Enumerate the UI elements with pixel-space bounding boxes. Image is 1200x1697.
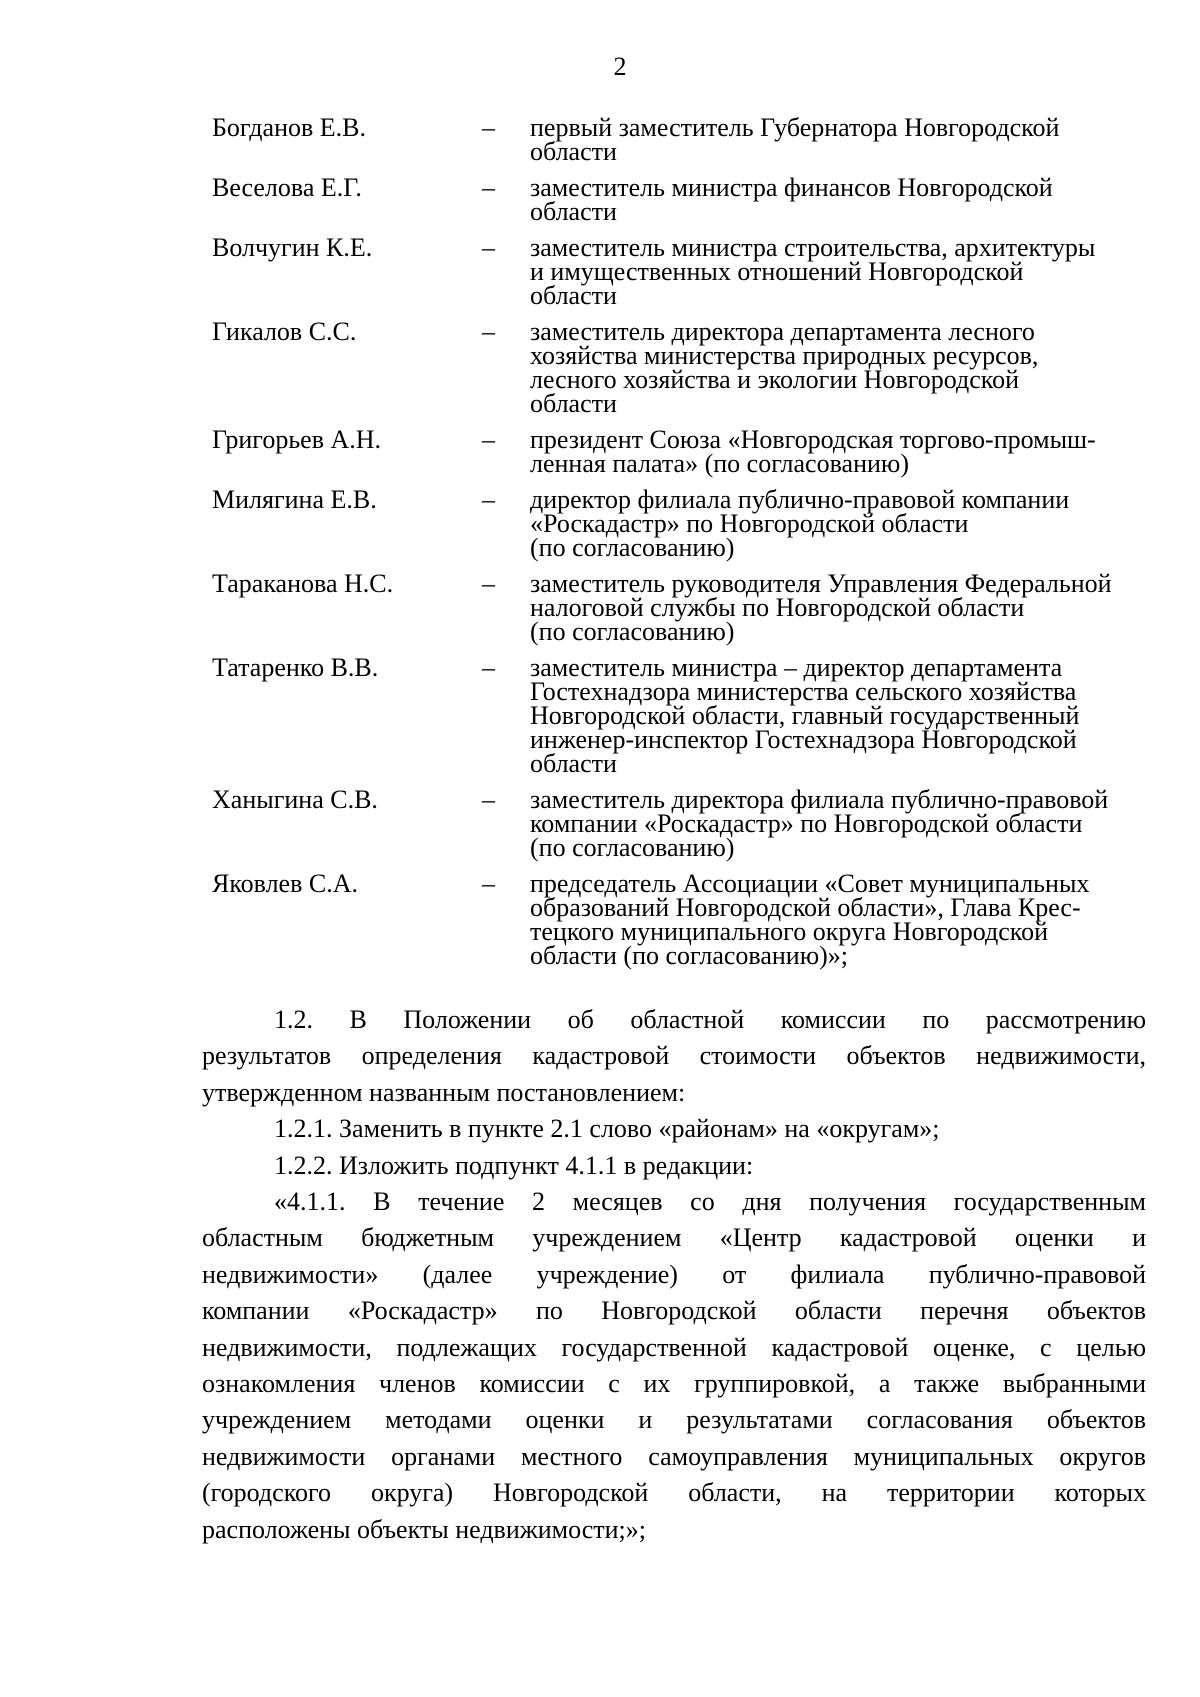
- paragraph-line: расположены объекты недвижимости;»;: [202, 1514, 646, 1544]
- member-position-line: «Роскадастр» по Новгородской области: [530, 509, 969, 538]
- member-name: Богданов Е.В.: [212, 113, 366, 142]
- paragraph-line: утвержденном названным постановлением:: [202, 1077, 686, 1107]
- member-name: Гикалов С.С.: [212, 317, 357, 346]
- member-position-line: лесного хозяйства и экологии Новгородской: [530, 365, 1019, 394]
- paragraph-line: результатов определения кадастровой стоимости объектов недвижимости,: [202, 1041, 1146, 1071]
- paragraph-line: 1.2. В Положении об областной комиссии по рассмотрению: [274, 1005, 1146, 1034]
- member-dash: –: [482, 485, 495, 514]
- member-position-line: Гостехнадзора министерства сельского хозяйства: [530, 677, 1077, 706]
- member-name: Тараканова Н.С.: [212, 569, 394, 598]
- paragraph-line: областным бюджетным учреждением «Центр кадастровой оценки и: [202, 1223, 1146, 1253]
- member-position-line: области: [530, 749, 617, 778]
- member-dash: –: [482, 173, 495, 202]
- member-dash: –: [482, 653, 495, 682]
- member-position-line: тецкого муниципального округа Новгородской: [530, 917, 1049, 946]
- member-row: [212, 569, 1146, 646]
- paragraph-line: недвижимости органами местного самоуправления муниципальных округов: [202, 1441, 1146, 1471]
- paragraph-line: 1.2.2. Изложить подпункт 4.1.1 в редакции:: [274, 1150, 754, 1180]
- member-position: [530, 653, 1146, 778]
- member-row: [212, 173, 1146, 226]
- member-position: [530, 425, 1146, 478]
- member-row: [212, 425, 1146, 478]
- member-name: Волчугин К.Е.: [212, 233, 373, 262]
- member-row: [212, 653, 1146, 778]
- member-position-line: заместитель министра – директор департамента: [530, 653, 1063, 682]
- member-name: Милягина Е.В.: [212, 485, 377, 514]
- member-position-line: ленная палата» (по согласованию): [530, 449, 909, 478]
- member-position: [530, 869, 1146, 970]
- member-position-line: заместитель министра финансов Новгородской: [530, 173, 1053, 202]
- paragraph-line: (городского округа) Новгородской области, на территории которых: [202, 1478, 1146, 1508]
- member-position-line: и имущественных отношений Новгородской: [530, 257, 1024, 286]
- member-dash: –: [482, 233, 495, 262]
- member-row: [212, 233, 1146, 310]
- member-position-line: области (по согласованию)»;: [530, 941, 849, 970]
- member-position-line: области: [530, 197, 617, 226]
- member-name: Григорьев А.Н.: [212, 425, 382, 454]
- paragraph-line: ознакомления членов комиссии с их группировкой, а также выбранными: [202, 1369, 1146, 1399]
- member-position-line: компании «Роскадастр» по Новгородской области: [530, 809, 1083, 838]
- paragraph-line: учреждением методами оценки и результатами согласования объектов: [202, 1405, 1146, 1435]
- member-row: [212, 317, 1146, 418]
- member-name: Яковлев С.А.: [212, 869, 358, 898]
- member-name: Ханыгина С.В.: [212, 785, 378, 814]
- member-position-line: (по согласованию): [530, 833, 735, 862]
- member-position-line: заместитель министра строительства, архитектуры: [530, 233, 1096, 262]
- member-position: [530, 785, 1146, 862]
- member-position-line: образований Новгородской области», Глава Крес-: [530, 893, 1081, 922]
- member-position: [530, 233, 1146, 310]
- member-position-line: области: [530, 137, 617, 166]
- paragraph-line: недвижимости, подлежащих государственной кадастровой оценке, с целью: [202, 1332, 1146, 1362]
- member-dash: –: [482, 317, 495, 346]
- member-dash: –: [482, 113, 495, 142]
- paragraph-1-2: [202, 1002, 1146, 1111]
- member-row: [212, 869, 1146, 970]
- member-position-line: заместитель директора департамента лесного: [530, 317, 1035, 346]
- page-number: 2: [613, 52, 627, 81]
- member-position-line: (по согласованию): [530, 533, 735, 562]
- member-position: [530, 485, 1146, 562]
- member-position-line: первый заместитель Губернатора Новгородской: [530, 113, 1060, 142]
- member-position: [530, 317, 1146, 418]
- member-dash: –: [482, 869, 495, 898]
- member-position-line: директор филиала публично-правовой компании: [530, 485, 1070, 514]
- member-row: [212, 485, 1146, 562]
- member-position-line: (по согласованию): [530, 617, 735, 646]
- member-position-line: заместитель директора филиала публично-правовой: [530, 785, 1109, 814]
- paragraph-line: компании «Роскадастр» по Новгородской области перечня объектов: [202, 1296, 1146, 1326]
- paragraph-4-1-1: [202, 1184, 1146, 1548]
- member-position-line: хозяйства министерства природных ресурсов,: [530, 341, 1039, 370]
- member-position-line: заместитель руководителя Управления Федеральной: [530, 569, 1112, 598]
- member-row: [212, 113, 1146, 166]
- member-name: Веселова Е.Г.: [212, 173, 362, 202]
- paragraph-line: 1.2.1. Заменить в пункте 2.1 слово «районам» на «округам»;: [274, 1114, 940, 1144]
- member-dash: –: [482, 785, 495, 814]
- member-name: Татаренко В.В.: [212, 653, 379, 682]
- paragraph-line: «4.1.1. В течение 2 месяцев со дня получения государственным: [274, 1187, 1146, 1217]
- paragraph-line: недвижимости» (далее учреждение) от филиала публично-правовой: [202, 1259, 1146, 1289]
- member-position-line: председатель Ассоциации «Совет муниципальных: [530, 869, 1090, 898]
- member-position-line: области: [530, 389, 617, 418]
- paragraph-1-2-2: [202, 1148, 1146, 1184]
- member-position-line: президент Союза «Новгородская торгово-промыш-: [530, 425, 1096, 454]
- member-position-line: Новгородской области, главный государственный: [530, 701, 1080, 730]
- commission-members-list: [212, 113, 1146, 980]
- document-body: [202, 1002, 1146, 1548]
- member-position-line: налоговой службы по Новгородской области: [530, 593, 1025, 622]
- member-position-line: области: [530, 281, 617, 310]
- member-row: [212, 785, 1146, 862]
- member-position: [530, 569, 1146, 646]
- member-dash: –: [482, 425, 495, 454]
- member-dash: –: [482, 569, 495, 598]
- member-position: [530, 113, 1146, 166]
- paragraph-1-2-1: [202, 1111, 1146, 1147]
- member-position-line: инженер-инспектор Гостехнадзора Новгородской: [530, 725, 1077, 754]
- member-position: [530, 173, 1146, 226]
